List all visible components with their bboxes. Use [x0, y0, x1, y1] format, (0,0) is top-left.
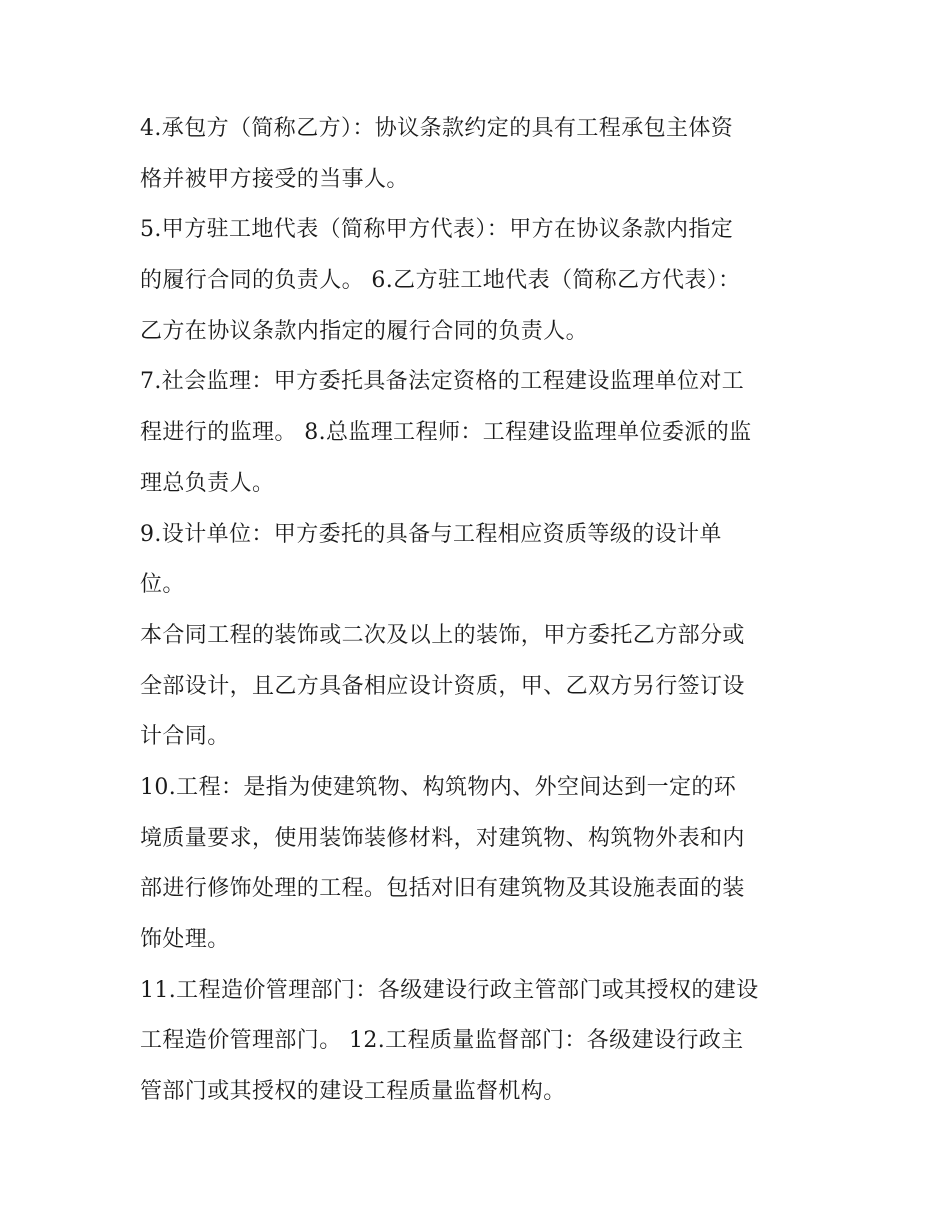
text-line: 全部设计，且乙方具备相应设计资质，甲、乙双方另行签订设	[140, 673, 745, 699]
text-line: 的履行合同的负责人。 6.乙方驻工地代表（简称乙方代表）：	[140, 268, 741, 294]
text-line: 理总负责人。	[140, 470, 275, 496]
text-line: 5.甲方驻工地代表（简称甲方代表）：甲方在协议条款内指定	[140, 217, 734, 243]
text-line: 10.工程：是指为使建筑物、构筑物内、外空间达到一定的环	[140, 774, 737, 800]
text-line: 饰处理。	[140, 927, 230, 952]
text-line: 管部门或其授权的建设工程质量监督机构。	[140, 1079, 566, 1105]
text-line: 本合同工程的装饰或二次及以上的装饰，甲方委托乙方部分或	[140, 622, 745, 648]
text-line: 部进行修饰处理的工程。包括对旧有建筑物及其设施表面的装	[140, 876, 745, 902]
text-line: 位。	[140, 572, 185, 598]
text-line: 计合同。	[140, 724, 230, 750]
text-line: 9.设计单位：甲方委托的具备与工程相应资质等级的设计单	[140, 521, 722, 547]
text-line: 境质量要求，使用装饰装修材料，对建筑物、构筑物外表和内	[140, 825, 745, 851]
text-line: 格并被甲方接受的当事人。	[140, 166, 409, 192]
text-line: 工程造价管理部门。 12.工程质量监督部门：各级建设行政主	[140, 1028, 744, 1054]
text-line: 程进行的监理。 8.总监理工程师：工程建设监理单位委派的监	[140, 420, 752, 446]
text-line: 11.工程造价管理部门：各级建设行政主管部门或其授权的建设	[140, 977, 759, 1003]
text-line: 4.承包方（简称乙方）：协议条款约定的具有工程承包主体资	[140, 116, 734, 141]
text-line: 7.社会监理：甲方委托具备法定资格的工程建设监理单位对工	[140, 369, 745, 395]
document-body	[140, 104, 820, 1118]
text-line: 乙方在协议条款内指定的履行合同的负责人。	[140, 318, 589, 344]
